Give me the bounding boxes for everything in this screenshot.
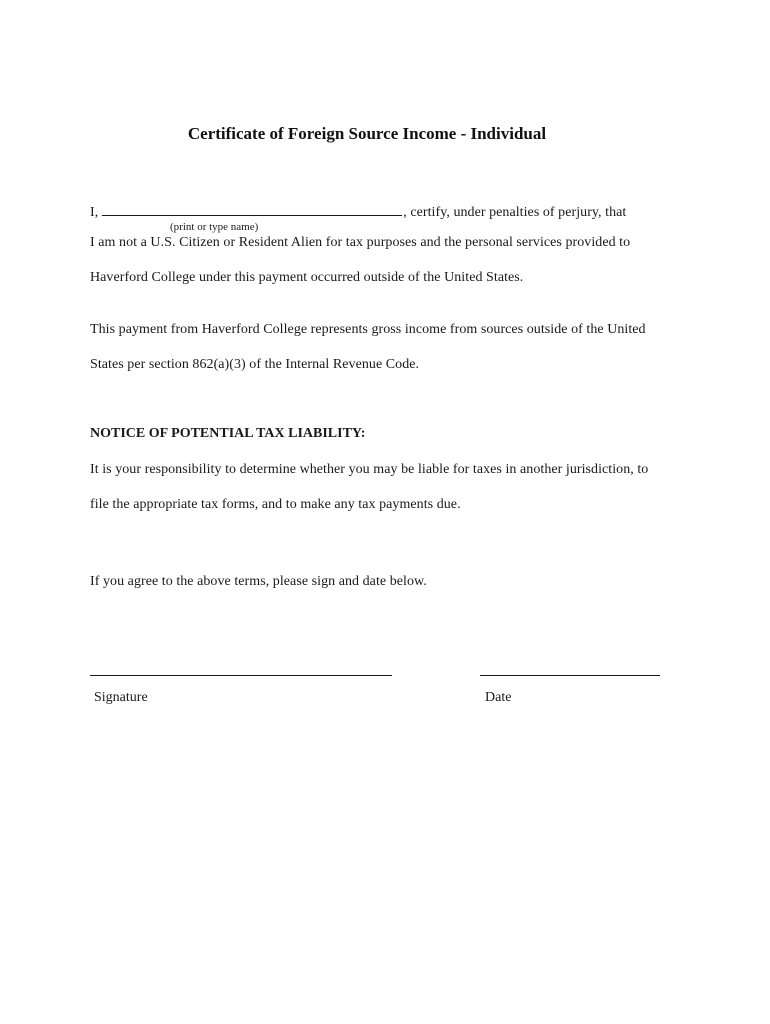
notice-heading: NOTICE OF POTENTIAL TAX LIABILITY: [90,426,366,441]
certify-line-2: I am not a U.S. Citizen or Resident Alien for tax purposes and the personal services provided to [90,235,631,250]
notice-line-2: file the appropriate tax forms, and to make any tax payments due. [90,497,461,512]
document-title: Certificate of Foreign Source Income - Individual [187,124,547,143]
name-field-blank[interactable] [102,203,402,216]
certify-prefix: I, [90,205,99,220]
certify-suffix: , certify, under penalties of perjury, that [403,205,627,220]
name-field-hint: (print or type name) [170,221,259,233]
payment-line-2: States per section 862(a)(3) of the Internal Revenue Code. [90,357,420,372]
agree-text: If you agree to the above terms, please sign and date below. [90,574,427,589]
notice-line-1: It is your responsibility to determine whether you may be liable for taxes in another jurisdiction, to [90,462,649,477]
date-line[interactable] [480,675,660,676]
signature-line[interactable] [90,675,392,676]
payment-line-1: This payment from Haverford College represents gross income from sources outside of the United [90,322,646,337]
certify-line-3: Haverford College under this payment occurred outside of the United States. [90,270,524,285]
date-label: Date [485,690,512,705]
signature-label: Signature [94,690,148,705]
certify-line [90,203,626,221]
